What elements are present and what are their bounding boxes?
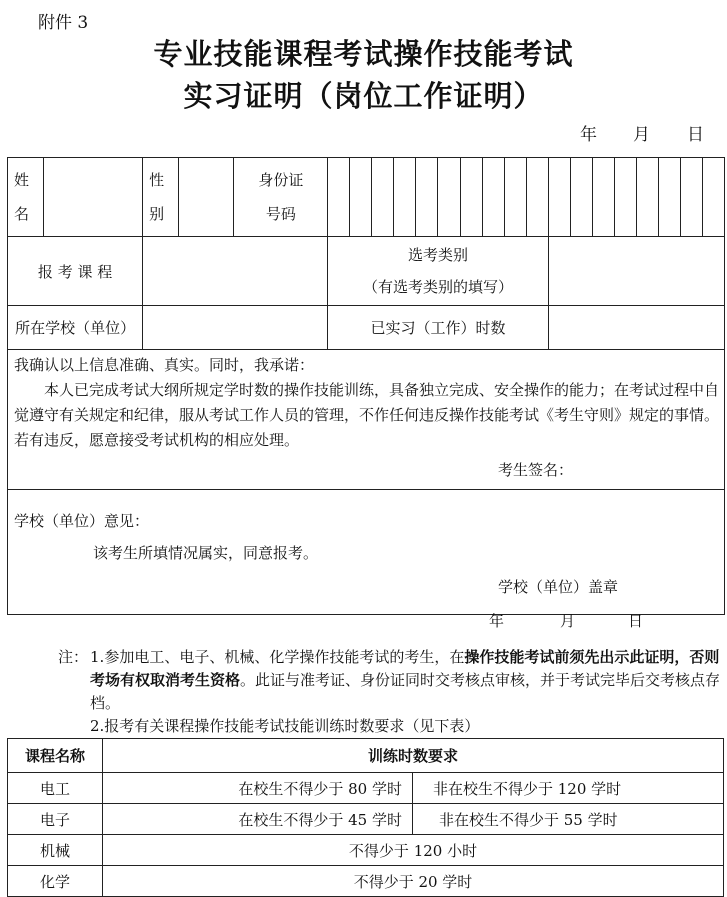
header-course: 课程名称	[8, 739, 103, 773]
school-opinion-label: 学校（单位）意见：	[14, 512, 150, 530]
table-header-row	[8, 739, 724, 773]
hours-requirement: 不得少于 120 小时	[103, 835, 724, 866]
header-hours: 训练时数要求	[103, 739, 724, 773]
id-number-label: 身份证 号码	[234, 158, 328, 237]
pledge-body: 本人已完成考试大纲所规定学时数的操作技能训练，具备独立完成、安全操作的能力；在考试过程中自觉遵守有关规定和纪律，服从考试工作人员的管理，不作任何违反操作技能考试《考生守则》规定的事情。若有违反，愿意接受考试机构的相应处理。	[14, 381, 720, 449]
note-2: 2.报考有关课程操作技能考试技能训练时数要求（见下表）	[90, 717, 480, 735]
id-digit-box[interactable]	[504, 158, 526, 237]
school-seal-label: 学校（单位）盖章	[498, 578, 619, 596]
id-digit-box[interactable]	[526, 158, 548, 237]
note-1	[58, 646, 722, 715]
pledge-section	[8, 350, 725, 490]
hours-label: 已实习（工作）时数	[328, 306, 548, 350]
id-digit-box[interactable]	[438, 158, 460, 237]
hours-field[interactable]	[548, 306, 724, 350]
top-date-year: 年	[580, 125, 597, 145]
id-digit-box[interactable]	[614, 158, 636, 237]
document-title-line1: 专业技能课程考试操作技能考试	[153, 37, 574, 71]
id-digit-box[interactable]	[394, 158, 416, 237]
name-field[interactable]	[44, 158, 143, 237]
name-label: 姓 名	[8, 158, 44, 237]
not-in-school-hours: 非在校生不得少于 55 学时	[413, 804, 724, 835]
pledge-intro: 我确认以上信息准确、真实。同时，我承诺：	[14, 356, 315, 374]
notes-prefix: 注：	[58, 648, 89, 666]
id-digit-box[interactable]	[592, 158, 614, 237]
category-label: 选考类别 （有选考类别的填写）	[328, 237, 548, 306]
seal-date-month: 月	[560, 612, 576, 630]
school-label: 所在学校（单位）	[8, 306, 143, 350]
id-digit-box[interactable]	[328, 158, 350, 237]
id-digit-box[interactable]	[548, 158, 570, 237]
course-name: 电子	[8, 804, 103, 835]
top-date-day: 日	[687, 125, 704, 145]
course-name: 化学	[8, 866, 103, 897]
table-row	[8, 866, 724, 897]
id-digit-box[interactable]	[350, 158, 372, 237]
document-title-line2: 实习证明（岗位工作证明）	[183, 79, 544, 113]
note-1-text: 参加电工、电子、机械、化学操作技能考试的考生，在	[104, 648, 465, 666]
id-digit-box[interactable]	[372, 158, 394, 237]
id-digit-box[interactable]	[658, 158, 680, 237]
id-digit-box[interactable]	[570, 158, 592, 237]
school-opinion-text: 该考生所填情况属实，同意报考。	[93, 544, 319, 562]
table-row	[8, 804, 724, 835]
course-name: 机械	[8, 835, 103, 866]
id-digit-box[interactable]	[636, 158, 658, 237]
not-in-school-hours: 非在校生不得少于 120 学时	[413, 773, 724, 804]
signature-label: 考生签名：	[498, 461, 574, 479]
notes-section	[58, 646, 722, 738]
school-field[interactable]	[143, 306, 328, 350]
table-row	[8, 835, 724, 866]
certificate-form	[7, 157, 725, 630]
hours-requirement: 不得少于 20 学时	[103, 866, 724, 897]
top-date-month: 月	[633, 125, 650, 145]
in-school-hours: 在校生不得少于 45 学时	[103, 804, 413, 835]
school-opinion-section	[8, 490, 725, 630]
in-school-hours: 在校生不得少于 80 学时	[103, 773, 413, 804]
id-digit-box[interactable]	[416, 158, 438, 237]
course-name: 电工	[8, 773, 103, 804]
seal-date-year: 年	[489, 612, 505, 630]
note-1-number: 1.	[90, 648, 105, 666]
attachment-label: 附件 3	[38, 13, 89, 33]
gender-field[interactable]	[179, 158, 234, 237]
exam-course-field[interactable]	[143, 237, 328, 306]
seal-date-day: 日	[628, 612, 644, 630]
gender-label: 性 别	[143, 158, 179, 237]
id-digit-box[interactable]	[460, 158, 482, 237]
note-1-text-end: 。此证与准考证、身份证同时交考核点审核，并于考试完毕后交考核点存档。	[90, 671, 721, 712]
table-row	[8, 773, 724, 804]
id-digit-box[interactable]	[702, 158, 724, 237]
note-1-bold-text: 操作技能考试前须先出示此证明，否则考场有权取消考生资格	[90, 648, 720, 689]
training-hours-table	[7, 738, 724, 897]
id-digit-box[interactable]	[482, 158, 504, 237]
exam-course-label: 报 考 课 程	[8, 237, 143, 306]
id-digit-box[interactable]	[680, 158, 702, 237]
category-field[interactable]	[548, 237, 724, 306]
